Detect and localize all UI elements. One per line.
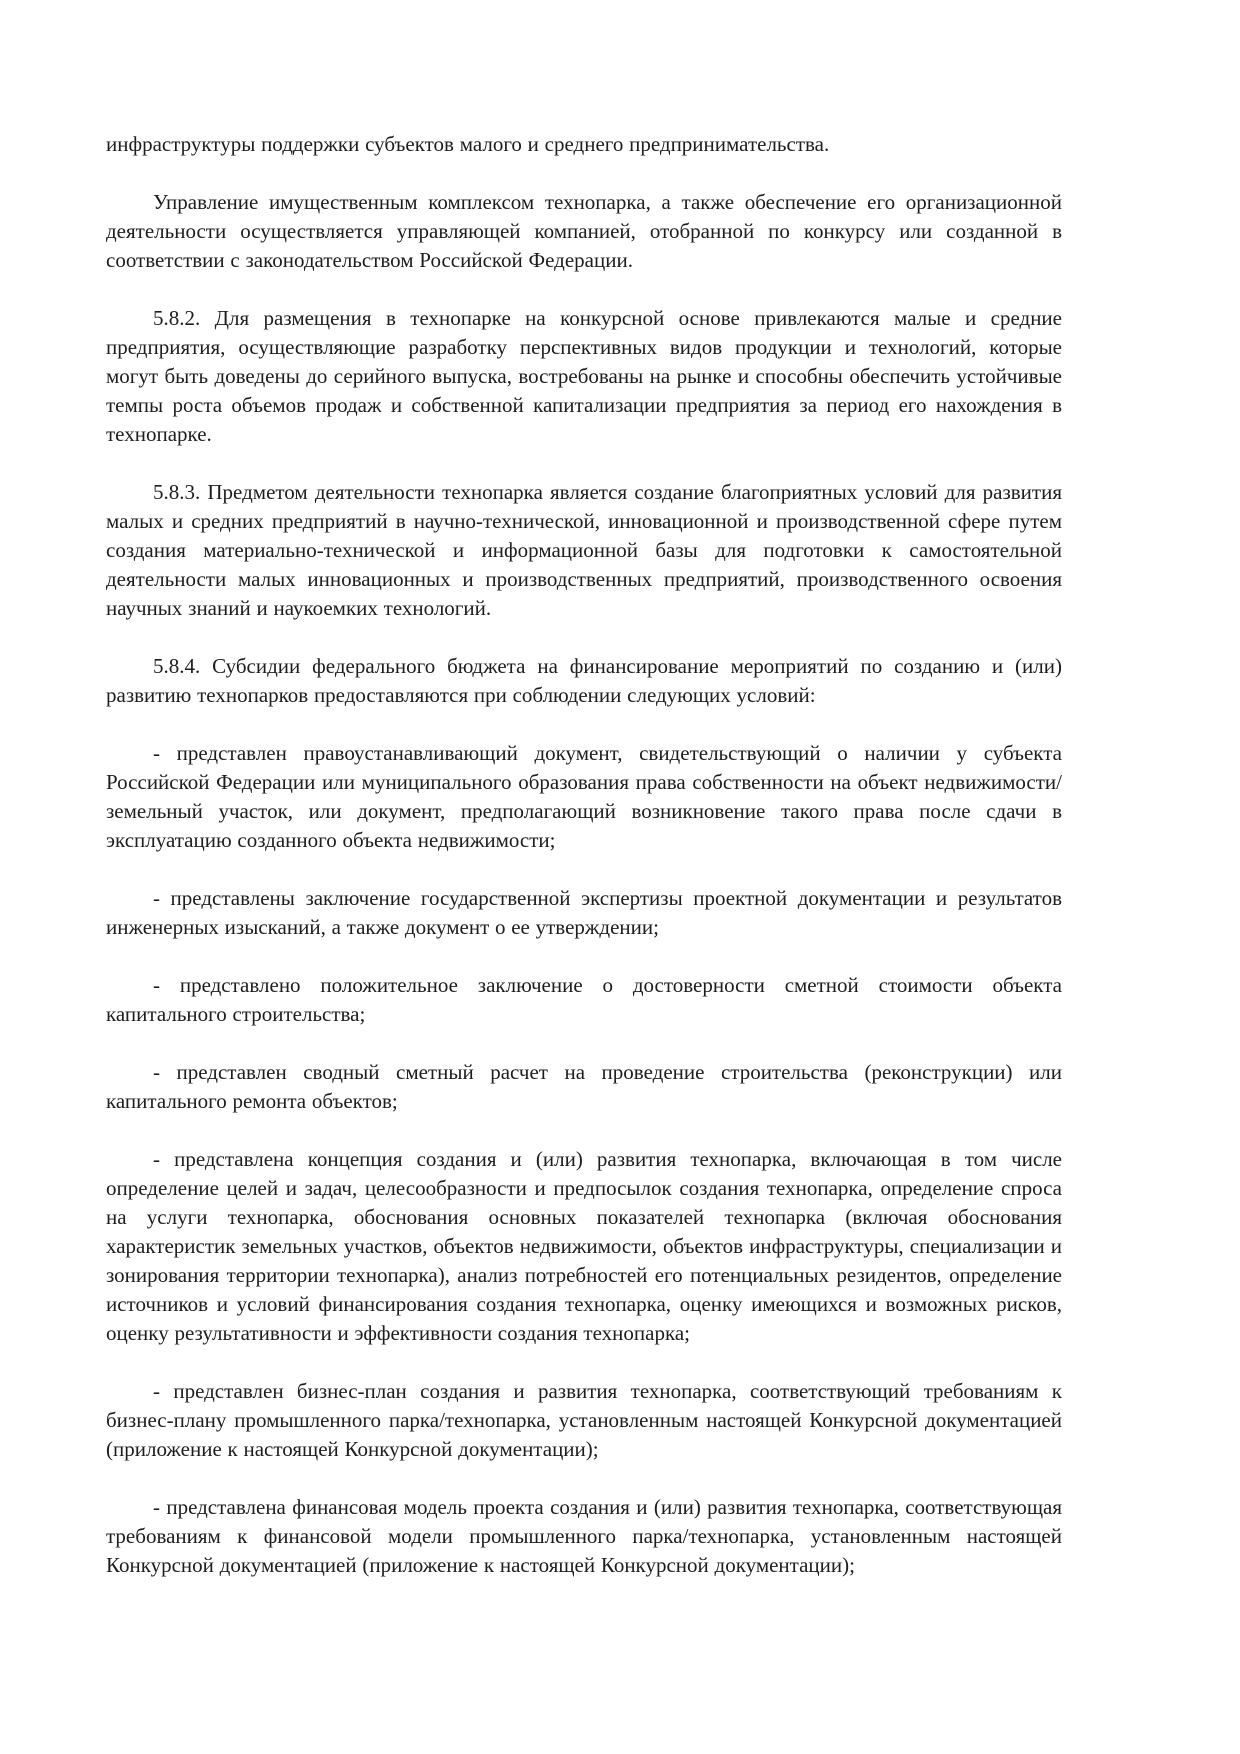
list-item: - представлен сводный сметный расчет на проведение строительства (реконструкции) или капитального ремонта объектов; (106, 1060, 1062, 1113)
list-item: - представлена финансовая модель проекта создания и (или) развития технопарка, соответствующая требованиям к финансовой модели промышленного парка/технопарка, установленным настоящей Конкурсной документацией (приложение к настоящей Конкурсной документации); (106, 1495, 1062, 1577)
list-item: - представлено положительное заключение о достоверности сметной стоимости объекта капитального строительства; (106, 973, 1062, 1026)
list-item: - представлен правоустанавливающий документ, свидетельствующий о наличии у субъекта Российской Федерации или муниципального образования права собственности на объект недвижимости/земельный участок, или документ, предполагающий возникновение такого права после сдачи в эксплуатацию созданного объекта недвижимости; (106, 741, 1062, 852)
list-item: - представлена концепция создания и (или) развития технопарка, включающая в том числе определение целей и задач, целесообразности и предпосылок создания технопарка, определение спроса на услуги технопарка, обоснования основных показателей технопарка (включая обоснования характеристик земельных участков, объектов недвижимости, объектов инфраструктуры, специализации и зонирования территории технопарка), анализ потребностей его потенциальных резидентов, определение источников и условий финансирования создания технопарка, оценку имеющихся и возможных рисков, оценку результативности и эффективности создания технопарка; (106, 1147, 1062, 1345)
paragraph-clause-5-8-2: 5.8.2. Для размещения в технопарке на конкурсной основе привлекаются малые и средние предприятия, осуществляющие разработку перспективных видов продукции и технологий, которые могут быть доведены до серийного выпуска, востребованы на рынке и способны обеспечить устойчивые темпы роста объемов продаж и собственной капитализации предприятия за период его нахождения в технопарке. (106, 306, 1062, 446)
paragraph: Управление имущественным комплексом технопарка, а также обеспечение его организационной деятельности осуществляется управляющей компанией, отобранной по конкурсу или созданной в соответствии с законодательством Российской Федерации. (106, 190, 1062, 272)
paragraph-clause-5-8-4: 5.8.4. Субсидии федерального бюджета на финансирование мероприятий по созданию и (или) развитию технопарков предоставляются при соблюдении следующих условий: (106, 654, 1062, 707)
list-item: - представлены заключение государственной экспертизы проектной документации и результатов инженерных изысканий, а также документ о ее утверждении; (106, 886, 1062, 939)
list-item: - представлен бизнес-план создания и развития технопарка, соответствующий требованиям к бизнес-плану промышленного парка/технопарка, установленным настоящей Конкурсной документацией (приложение к настоящей Конкурсной документации); (106, 1379, 1062, 1461)
paragraph-continuation: инфраструктуры поддержки субъектов малого и среднего предпринимательства. (106, 132, 830, 156)
paragraph-clause-5-8-3: 5.8.3. Предметом деятельности технопарка является создание благоприятных условий для развития малых и средних предприятий в научно-технической, инновационной и производственной сфере путем создания материально-технической и информационной базы для подготовки к самостоятельной деятельности малых инновационных и производственных предприятий, производственного освоения научных знаний и наукоемких технологий. (106, 480, 1062, 620)
